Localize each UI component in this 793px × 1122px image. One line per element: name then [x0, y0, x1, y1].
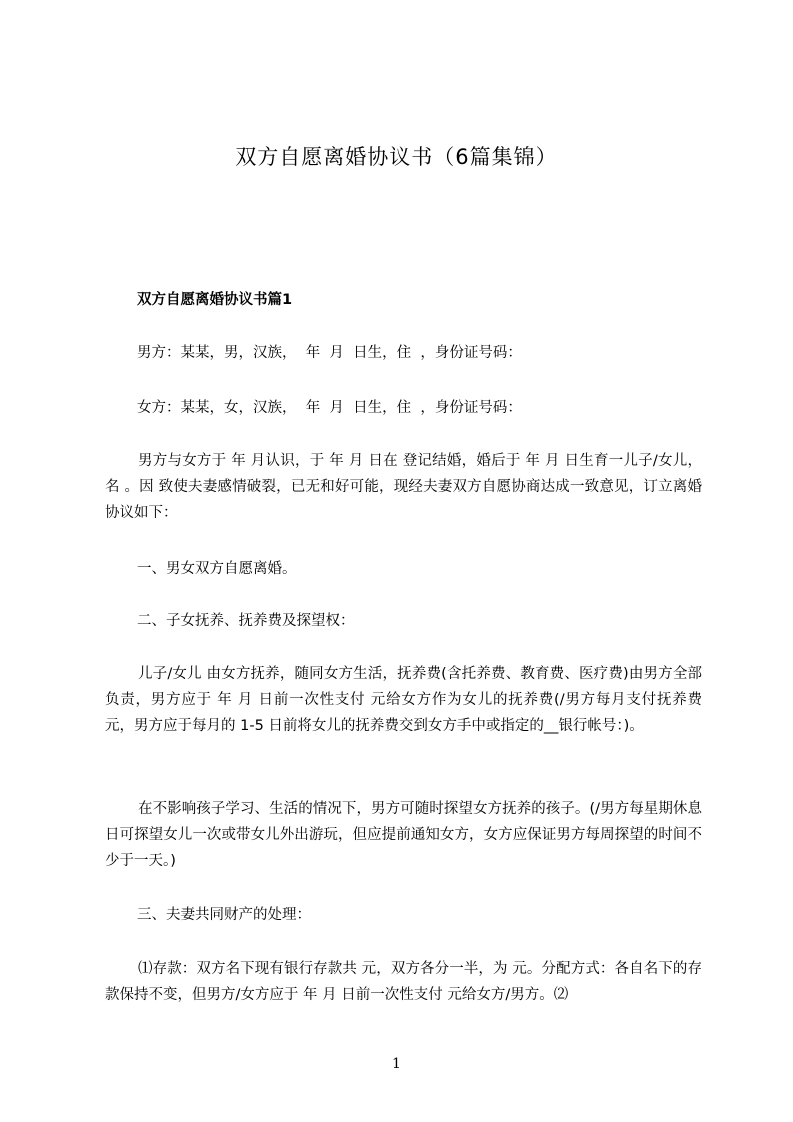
- custody-paragraph: 儿子/女儿 由女方抚养，随同女方生活，抚养费(含托养费、教育费、医疗费)由男方全部负责，男方应于 年 月 日前一次性支付 元给女方作为女儿的抚养费(/男方每月支付抚养费 元，男方应于每月的 1-5 日前将女儿的抚养费交到女方手中或指定的__银行帐号：)。: [105, 666, 702, 734]
- visitation-paragraph: 在不影响孩子学习、生活的情况下，男方可随时探望女方抚养的孩子。(/男方每星期休息日可探望女儿一次或带女儿外出游玩，但应提前通知女方，女方应保证男方每周探望的时间不少于一天。): [105, 801, 702, 869]
- page-number: 1: [392, 1056, 401, 1072]
- husband-info-line: 男方：某某，男，汉族， 年 月 日生，住 ，身份证号码：: [137, 345, 522, 361]
- intro-paragraph: 男方与女方于 年 月认识，于 年 月 日在 登记结婚，婚后于 年 月 日生育一儿子/女儿，名 。因 致使夫妻感情破裂，已无和好可能，现经夫妻双方自愿协商达成一致意见，订立离婚协议如下：: [105, 453, 702, 521]
- document-title: 双方自愿离婚协议书（6篇集锦）: [235, 145, 558, 169]
- section-heading: 双方自愿离婚协议书篇1: [137, 292, 293, 308]
- clause-1-heading: 一、男女双方自愿离婚。: [137, 561, 297, 577]
- deposit-paragraph: ⑴存款：双方名下现有银行存款共 元，双方各分一半，为 元。分配方式：各自名下的存款保持不变，但男方/女方应于 年 月 日前一次性支付 元给女方/男方。⑵: [105, 961, 702, 1003]
- clause-3-heading: 三、夫妻共同财产的处理：: [137, 907, 311, 923]
- clause-2-heading: 二、子女抚养、抚养费及探望权：: [137, 613, 355, 629]
- wife-info-line: 女方：某某，女，汉族， 年 月 日生，住 ，身份证号码：: [137, 400, 522, 416]
